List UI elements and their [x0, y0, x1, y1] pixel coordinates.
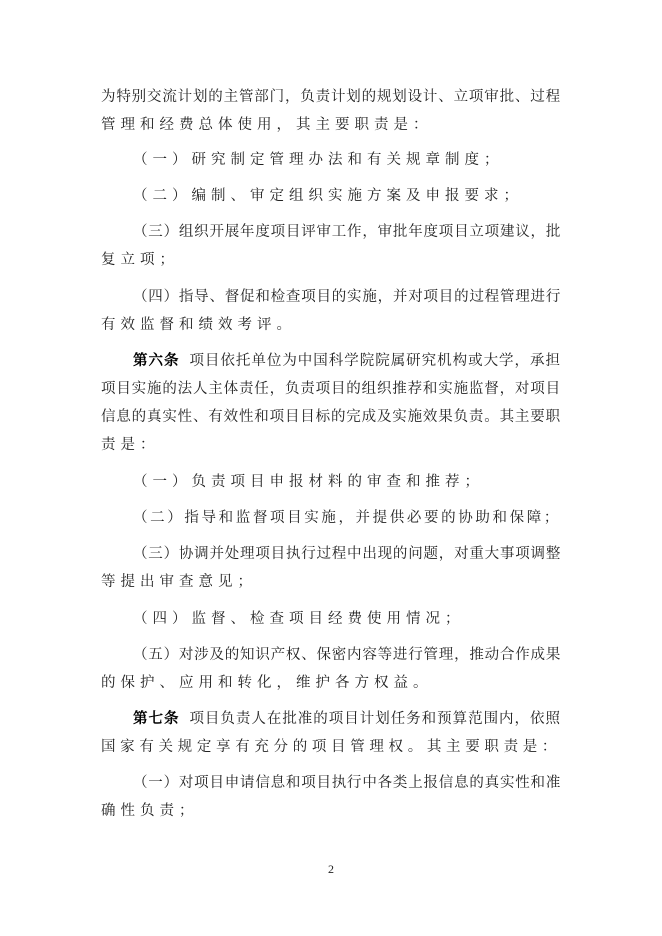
- text-line: 管理和经费总体使用，其主要职责是：: [101, 117, 433, 133]
- article-6-first-line: [133, 351, 561, 371]
- list-item: （一）研究制定管理办法和有关规章制度；: [133, 152, 504, 168]
- text-line: 责是：: [101, 437, 160, 453]
- article-heading: 第六条: [133, 353, 180, 369]
- text-line: 有效监督和绩效考评。: [101, 317, 296, 333]
- text-line: 国家有关规定享有充分的项目管理权。其主要职责是：: [101, 739, 562, 755]
- article-heading: 第七条: [133, 711, 180, 727]
- list-item: （二）指导和监督项目实施，并提供必要的协助和保障；: [133, 510, 561, 526]
- page-number: 2: [328, 862, 334, 876]
- text-line: 为特别交流计划的主管部门，负责计划的规划设计、立项审批、过程: [101, 89, 561, 105]
- text-line: 项目实施的法人主体责任，负责项目的组织推荐和实施监督，对项目: [101, 381, 561, 397]
- list-item: （四）监督、检查项目经费使用情况；: [133, 611, 465, 627]
- article-7-first-line: [133, 709, 561, 729]
- text-line: 复立项；: [101, 252, 179, 268]
- list-item: （四）指导、督促和检查项目的实施，并对项目的过程管理进行: [133, 289, 562, 305]
- text-line: 等提出审查意见；: [101, 574, 257, 590]
- list-item: （三）组织开展年度项目评审工作，审批年度项目立项建议，批: [133, 224, 562, 240]
- text-line: 信息的真实性、有效性和项目目标的完成及实施效果负责。其主要职: [101, 409, 561, 425]
- list-item: （二）编制、审定组织实施方案及申报要求；: [133, 188, 523, 204]
- list-item: （一）负责项目申报材料的审查和推荐；: [133, 474, 484, 490]
- list-item: （三）协调并处理项目执行过程中出现的问题，对重大事项调整: [133, 546, 562, 562]
- list-item: （五）对涉及的知识产权、保密内容等进行管理，推动合作成果: [133, 647, 562, 663]
- text-line: 的保护、应用和转化，维护各方权益。: [101, 675, 433, 691]
- text-line: 项目负责人在批准的项目计划任务和预算范围内，依照: [189, 711, 561, 727]
- text-line: 项目依托单位为中国科学院院属研究机构或大学，承担: [189, 353, 561, 369]
- text-line: 确性负责；: [101, 803, 199, 819]
- list-item: （一）对项目申请信息和项目执行中各类上报信息的真实性和准: [133, 775, 562, 791]
